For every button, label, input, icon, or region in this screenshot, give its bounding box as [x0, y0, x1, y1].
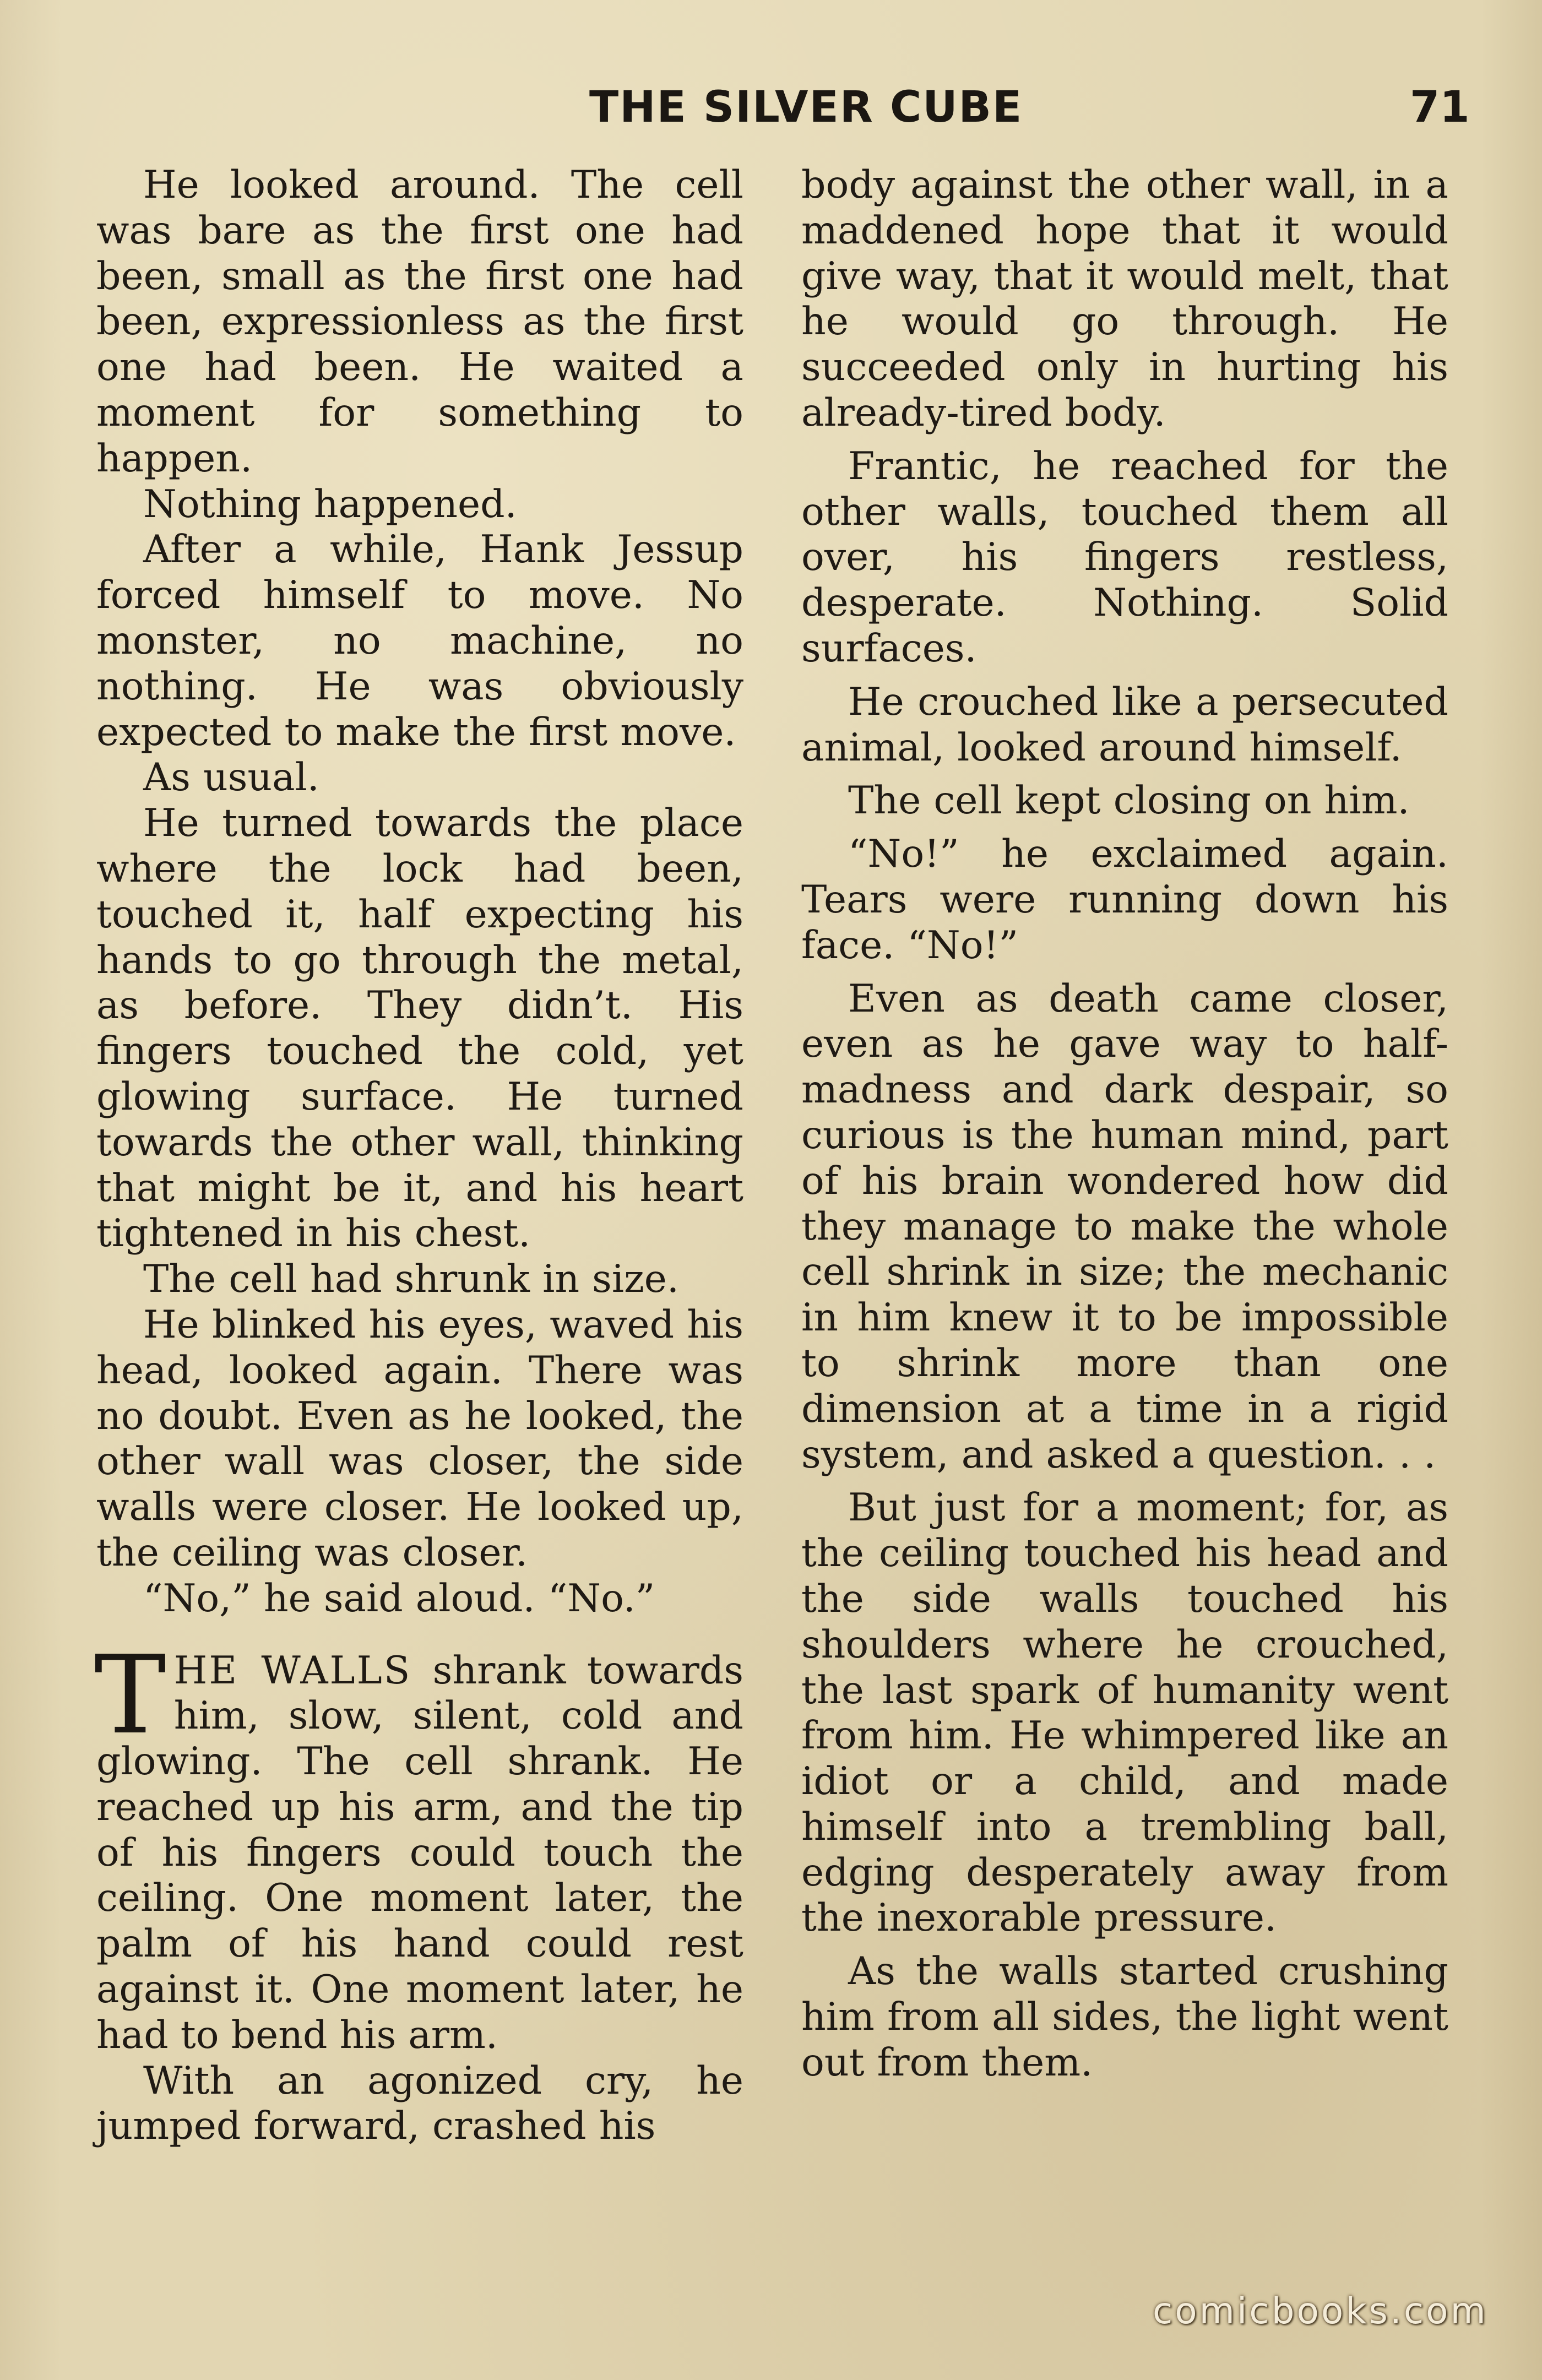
running-title: THE SILVER CUBE [589, 83, 1023, 132]
site-watermark: comicbooks.com [1153, 2290, 1488, 2332]
paragraph: Even as death came closer, even as he gave way to half-madness and dark despair, so curious is the human mind, part of his brain wondered how did they manage to make the whole cell shrink in size; the mechanic in him knew it to be impossible to shrink more than one dimension at a time in a rigid system, and asked a question. . . [801, 976, 1448, 1477]
paragraph: As the walls started crushing him from all sides, the light went out from them. [801, 1949, 1448, 2085]
continued-paragraph: body against the other wall, in a maddened hope that it would give way, that it would melt, that he would go through. He succeeded only in hurting his already-tired body. [801, 162, 1448, 435]
paragraph: He turned towards the place where the lock had been, touched it, half expecting his hands to go through the metal, as before. They didn’t. His fingers touched the cold, yet glowing surface. He turned towards the other wall, thinking that might be it, and his heart tightened in his chest. [96, 801, 743, 1256]
left-column [96, 162, 743, 2149]
paragraph: With an agonized cry, he jumped forward, crashed his [96, 2058, 743, 2149]
paragraph: “No!” he exclaimed again. Tears were running down his face. “No!” [801, 832, 1448, 968]
paragraph: He looked around. The cell was bare as the first one had been, small as the first one had been, expressionless as the first one had been. He waited a moment for something to happen. [96, 162, 743, 481]
drop-cap: T [94, 1632, 166, 1758]
paragraph: He blinked his eyes, waved his head, looked again. There was no doubt. Even as he looked, the other wall was closer, the side walls were closer. He looked up, the ceiling was closer. [96, 1302, 743, 1575]
paragraph: He crouched like a persecuted animal, looked around himself. [801, 679, 1448, 770]
paragraph: Nothing happened. [143, 481, 517, 526]
paragraph: Frantic, he reached for the other walls, touched them all over, his fingers restless, desperate. Nothing. Solid surfaces. [801, 443, 1448, 671]
paragraph: After a while, Hank Jessup forced himself to move. No monster, no machine, no nothing. He was obviously expected to make the first move. [96, 527, 743, 754]
paragraph: “No,” he said aloud. “No.” [143, 1575, 655, 1621]
section-opening-paragraph [94, 1632, 743, 2058]
paragraph: As usual. [143, 755, 319, 800]
page-number: 71 [1410, 83, 1470, 132]
paragraph: The cell had shrunk in size. [143, 1257, 679, 1302]
section-opening-text: shrank towards him, slow, silent, cold and glowing. The cell shrank. He reached up his arm, and the tip of his fingers could touch the ceiling. One moment later, the palm of his hand could rest against it. One moment later, he had to bend his arm. [96, 1648, 743, 2057]
right-column [801, 162, 1448, 2094]
paragraph: The cell kept closing on him. [848, 778, 1410, 823]
lead-in-text: HE WALLS [173, 1648, 412, 1693]
running-header [0, 83, 1542, 143]
paragraph: But just for a moment; for, as the ceiling touched his head and the side walls touched his shoulders where he crouched, the last spark of humanity went from him. He whimpered like an idiot or a child, and made himself into a trembling ball, edging desperately away from the inexorable pressure. [801, 1485, 1448, 1941]
